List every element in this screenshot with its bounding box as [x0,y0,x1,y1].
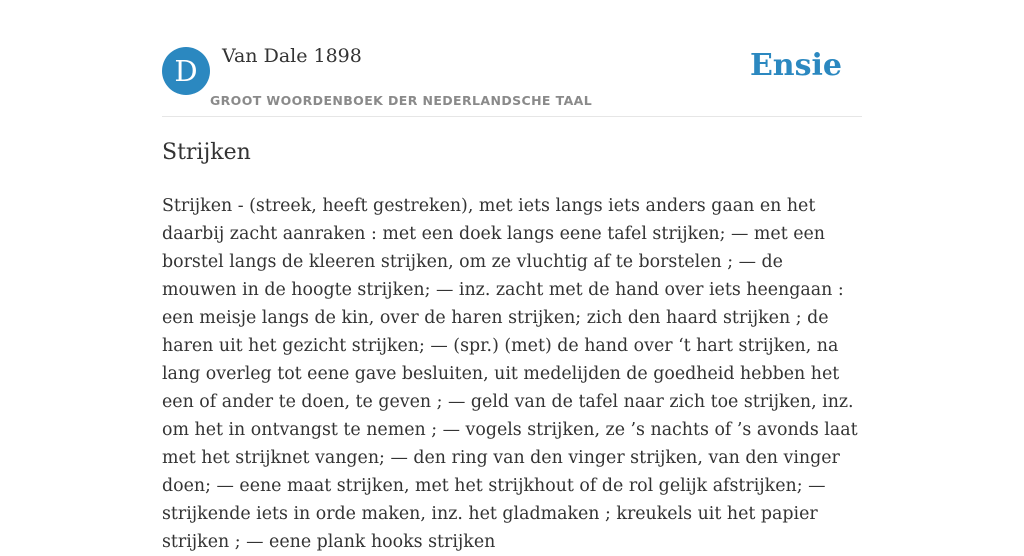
source-subtitle: GROOT WOORDENBOEK DER NEDERLANDSCHE TAAL [210,93,593,108]
header [162,0,862,117]
entry-title: Strijken [162,140,251,165]
entry-definition: Strijken - (streek, heeft gestreken), met iets langs iets anders gaan en het daarbij zacht aanraken : met een doek langs eene tafel strijken; — met een borstel langs de kleeren strijken, om ze vluchtig af te borstelen ; — de mouwen in de hoogte strijken; — inz. zacht met de hand over iets heengaan : een meisje langs de kin, over de haren strijken; zich den haard strijken ; de haren uit het gezicht strijken; — (spr.) (met) de hand over ‘t hart strijken, na lang overleg tot eene gave besluiten, uit medelijden de goedheid hebben het een of ander te doen, te geven ; — geld van de tafel naar zich toe strijken, inz. om het in ontvangst te nemen ; — vogels strijken, ze ’s nachts of ’s avonds laat met het strijknet vangen; — den ring van den vinger strijken, van den vinger doen; — eene maat strijken, met het strijkhout of de rol gelijk afstrijken; — strijkende iets in orde maken, inz. het gladmaken ; kreukels uit het papier strijken ; — eene plank hooks strijken [162,196,858,552]
source-name-link[interactable]: Van Dale 1898 [222,45,362,67]
ensie-logo-link[interactable]: Ensie [749,48,842,83]
source-avatar[interactable]: D [162,47,210,95]
